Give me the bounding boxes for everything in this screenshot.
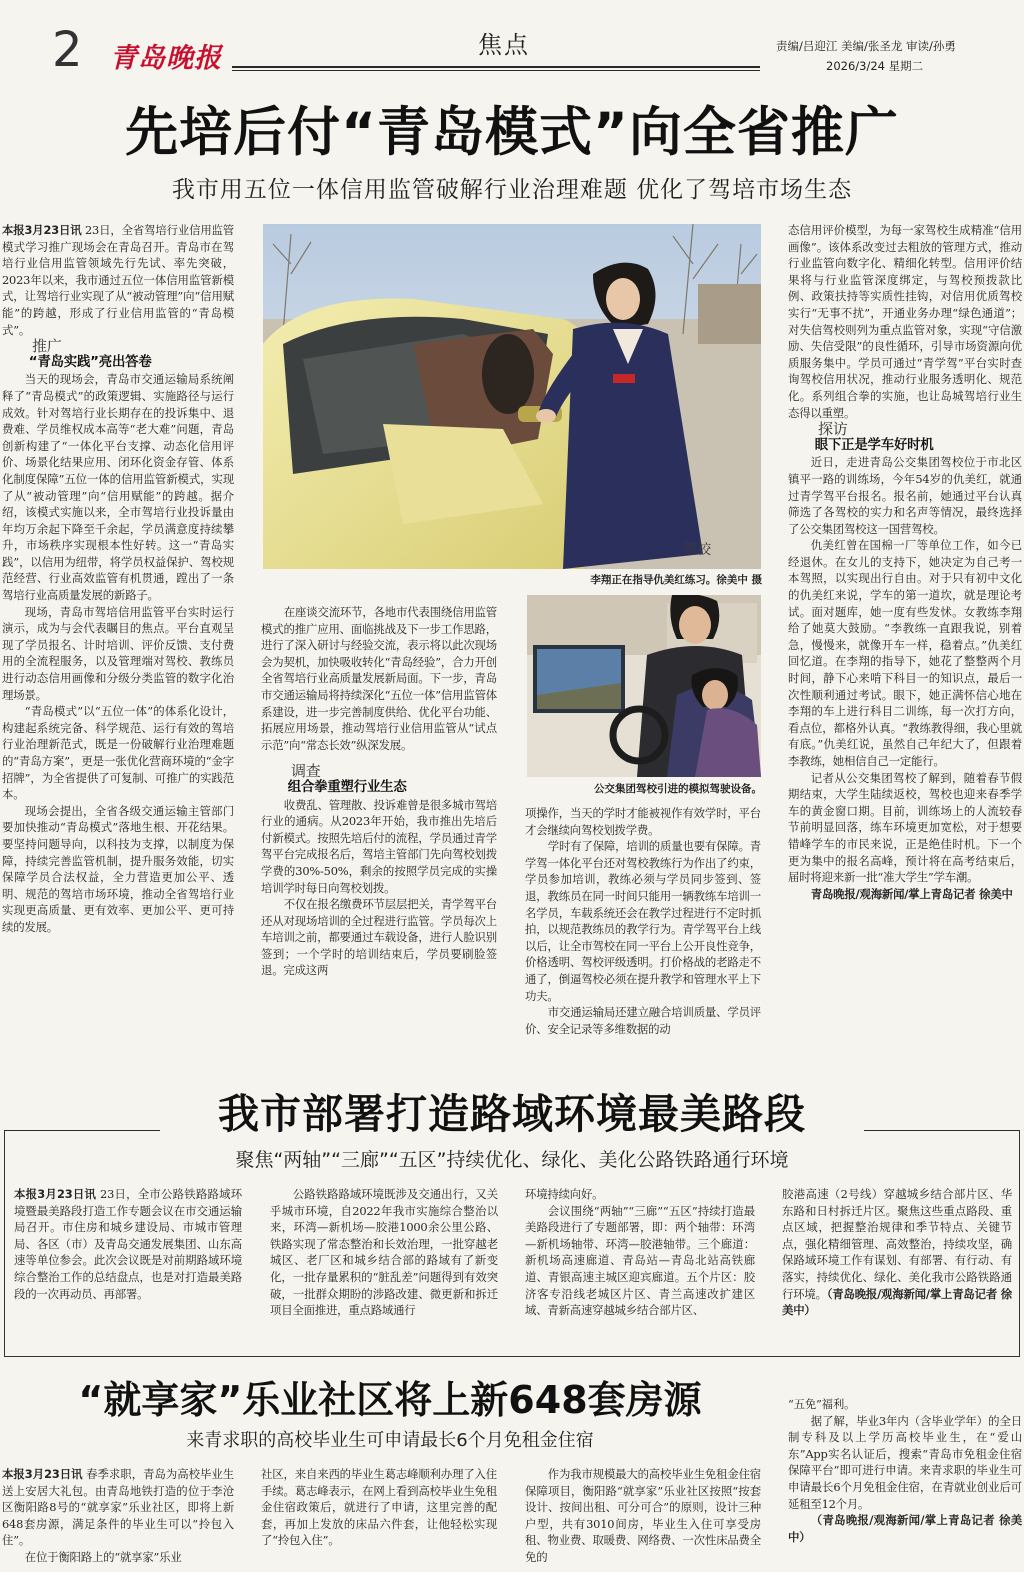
lead-paragraph: 春季求职，青岛为高校毕业生送上安居大礼包。由青岛地铁打造的位于李沧区衡阳路8号的“就享家”乐业社区，即将上新648套房源，满足条件的毕业生可以“拎包入住”。 — [2, 1467, 234, 1548]
section-tag: 推广 — [32, 337, 62, 356]
article3-headline: “就享家”乐业社区将上新648套房源 — [78, 1378, 702, 1422]
svg-text:驾校: 驾校 — [683, 542, 711, 558]
article1-column-1 — [2, 222, 234, 1067]
article3-subhead: 来青求职的高校毕业生可申请最长6个月免租金住宿 — [186, 1430, 594, 1451]
section-name: 焦点 — [478, 31, 530, 59]
article1-headline: 先培后付“青岛模式”向全省推广 — [125, 102, 899, 163]
section-heading: 眼下正是学车好时机 — [814, 437, 934, 453]
editors-credit: 责编/吕迎江 美编/张圣龙 审读/孙勇 — [776, 39, 956, 53]
dateline: 本报3月23日讯 — [2, 223, 82, 237]
paragraph: “青岛模式”以“五位一体”的体系化设计，构建起系统完备、科学规范、运行有效的驾培行业治理新范式，既是一份破解行业治理难题的“青岛方案”，更是一张优化营商环境的“金字招牌”，为全省提供了可复制、可推广的实践范本。 — [2, 704, 234, 802]
paragraph: 收费乱、管理散、投诉难曾是很多城市驾培行业的通病。从2023年开始，我市推出先培后付新模式。按照先培后付的流程，学员通过青学驾平台完成报名后，驾培主管部门先向驾校划拨学费的30%-50%，剩余的按照学员完成的实操培训学时每日向驾校划拨。 — [261, 797, 497, 895]
paragraph: 环境持续向好。 — [525, 1187, 604, 1201]
paragraph: 近日，走进青岛公交集团驾校位于市北区镇平一路的训练场，今年54岁的仇美红，就通过青学驾平台报名。报名前，她通过平台认真筛选了各驾校的实力和名声等情况，最终选择了公交集团驾校这一国营驾校。 — [788, 455, 1022, 536]
article2-headline: 我市部署打造路域环境最美路段 — [218, 1090, 806, 1138]
section-heading: 组合拳重塑行业生态 — [287, 779, 407, 795]
paragraph: 当天的现场会，青岛市交通运输局系统阐释了“青岛模式”的政策逻辑、实施路径与运行成效。针对驾培行业长期存在的投诉集中、退费难、学员维权成本高等“老大难”问题，青岛创新构建了“一体化平台支撑、动态化信用评价、场景化结果应用、闭环化资金存管、体系化制度保障”五位一体的信用监管新模式，实现了从“被动管理”向“信用赋能”的跨越。据介绍，该模式实施以来，全市驾培行业投诉量由年均万余起下降至千余起，学员满意度持续攀升，市场秩序实现根本性好转。这一“青岛实践”，以信用为纽带，将学员权益保护、驾校规范经营、行业高效监管有机贯通，蹚出了一条驾培行业高质量发展的新路子。 — [2, 372, 234, 603]
byline: 青岛晚报/观海新闻/掌上青岛记者 徐美中 — [810, 886, 1013, 901]
dateline: 本报3月23日讯 — [2, 1467, 83, 1481]
photo-driving-instructor — [263, 224, 761, 569]
paragraph: 学时有了保障，培训的质量也要有保障。青学驾一体化平台还对驾校教练行为作出了约束，学员参加培训，教练必须与学员同步签到、签退，教练员在同一时间只能用一辆教练车培训一名学员，车载系统还会在教学过程进行不定时抓拍，以规范教练员的教学行为。青学驾平台上线以后，让全市驾校在同一平台上公开良性竞争，价格透明、驾校评级透明。打价格战的老路走不通了，倒逼驾校必须在提升教学和管理水平上下功夫。 — [525, 839, 761, 1003]
page-number: 2 — [52, 22, 83, 78]
article3-column-4 — [788, 1396, 1022, 1570]
article2-column-4 — [782, 1186, 1012, 1346]
paragraph: 在位于衡阳路上的“就享家”乐业 — [24, 1549, 182, 1564]
article1-column-3 — [525, 805, 761, 1067]
paragraph: “五免”福利。 — [788, 1397, 856, 1411]
paragraph: 据了解，毕业3年内（含毕业学年）的全日制专科及以上学历高校毕业生，在“爱山东”App实名认证后，搜索“青岛市免租金住宿保障平台”即可进行申请。来青求职的毕业生可申请最长6个月免租金住宿，在青就业创业后可延租至12个月。 — [788, 1413, 1022, 1511]
article3-column-1 — [2, 1466, 234, 1570]
paragraph: 作为我市规模最大的高校毕业生免租金住宿保障项目，衡阳路“就享家”乐业社区按照“按套设计、按间出租、可分可合”的原则，设计三种户型，共有3010间房，毕业生入住可享受房租、物业费、取暖费、网络费、一次性床品费全免的 — [525, 1467, 761, 1564]
lead-paragraph: 23日，全省驾培行业信用监管模式学习推广现场会在青岛召开。青岛市在驾培行业信用监管领域先行先试、率先突破，2023年以来，我市通过五位一体信用监管新模式，让驾培行业实现了从“被动管理”向“信用赋能”的跨越，形成了行业信用监管的“青岛模式”。 — [2, 223, 234, 337]
section-heading: “青岛实践”亮出答卷 — [28, 354, 152, 370]
paragraph: 现场，青岛市驾培信用监管平台实时运行演示，成为与会代表瞩目的焦点。平台直观呈现了学员报名、计时培训、评价反馈、支付费用的全流程服务，以及管理端对驾校、教练员进行动态信用画像和分级分类监管的数字化治理场景。 — [2, 604, 234, 702]
article2-column-1 — [14, 1186, 242, 1346]
photo1-caption: 李翔正在指导仇美红练习。徐美中 摄 — [590, 574, 762, 586]
article1-column-4 — [788, 222, 1022, 1067]
issue-date: 2026/3/24 星期二 — [826, 59, 924, 73]
byline: （青岛晚报/观海新闻/掌上青岛记者 徐美中） — [788, 1513, 1022, 1544]
paragraph: 会议围绕“两轴”“三廊”“五区”持续打造最美路段进行了专题部署，即：两个轴带：环湾—新机场轴带、环湾—胶港轴带。三个廊道：新机场高速廊道、青岛站—青岛北站高铁廊道、青银高速主城区迎宾廊道。五个片区：胶济客专沿线老城区片区、青兰高速改扩建区域、青新高速穿越城乡结合部片区、 — [525, 1203, 755, 1318]
paragraph: 胶港高速（2号线）穿越城乡结合部片区、华东路和日村拆迁片区。聚焦这些重点路段、重点区域，把握整治规律和季节特点、关键节点，强化精细管理、高效整治，持续攻坚，确保路域环境工作有谋划、有部署、有行动、有落实，持续优化、绿化、美化我市公路铁路通行环境。（青岛晚报/观海新闻/掌上青岛记者 徐美中） — [782, 1187, 1012, 1318]
article2-column-2 — [270, 1186, 498, 1346]
dateline: 本报3月23日讯 — [14, 1187, 97, 1201]
article2-subhead: 聚焦“两轴”“三廊”“五区”持续优化、绿化、美化公路铁路通行环境 — [235, 1149, 789, 1171]
paragraph: 记者从公交集团驾校了解到，随着春节假期结束，大学生陆续返校，驾校也迎来春季学车的黄金窗口期。目前，训练场上的人流较春节前明显回落，练车环境更加宽松，对于想要错峰学车的市民来说，正是绝佳时机。下一个更为集中的报名高峰，预计将在高考结束后，届时将迎来新一批“准大学生”学车潮。 — [788, 770, 1022, 885]
article1-subhead: 我市用五位一体信用监管破解行业治理难题 优化了驾培市场生态 — [171, 177, 853, 203]
paragraph: 市交通运输局还建立融合培训质量、学员评价、安全记录等多维数据的动 — [525, 1005, 761, 1036]
paragraph: 公路铁路路域环境既涉及交通出行，又关乎城市环境，自2022年我市实施综合整治以来，环湾—新机场—胶港1000余公里公路、铁路实现了常态整治和长效治理，一批穿越老城区、老厂区和城乡结合部的路域有了新变化，一批存量累积的“脏乱差”问题得到有效突破，一批群众期盼的涉路改建、微更新和拆迁项目全面推进，重点路域通行 — [270, 1187, 498, 1318]
section-tag: 调查 — [291, 762, 321, 781]
byline: （青岛晚报/观海新闻/掌上青岛记者 徐美中） — [782, 1286, 1012, 1318]
paragraph: 项操作，当天的学时才能被视作有效学时，平台才会继续向驾校划拨学费。 — [525, 806, 761, 837]
masthead-rule-thin — [232, 70, 760, 71]
article2-column-3 — [525, 1186, 755, 1346]
photo-driving-simulator — [527, 595, 761, 777]
masthead-rule — [232, 66, 760, 68]
paragraph: 在座谈交流环节，各地市代表围绕信用监管模式的推广应用、面临挑战及下一步工作思路，进行了深入研讨与经验交流，表示将以此次现场会为契机，加快吸收转化“青岛经验”，合力开创全省驾培行业高质量发展新局面。下一步，青岛市交通运输局将持续深化“五位一体”信用监管体系建设，进一步完善制度供给、优化平台功能、拓展应用场景，推动驾培行业信用监管从“试点示范”向“常态长效”纵深发展。 — [261, 605, 497, 752]
photo2-caption: 公交集团驾校引进的模拟驾驶设备。 — [594, 783, 762, 795]
lead-paragraph: 23日，全市公路铁路路域环境暨最美路段打造工作专题会议在市交通运输局召开。市住房和城乡建设局、市城市管理局、各区（市）及青岛交通发展集团、山东高速等单位参会。此次会议既是对前期路域环境综合整治工作的总结盘点，也是对打造最美路段的一次再动员、再部署。 — [14, 1187, 242, 1301]
paragraph: 社区，来自来西的毕业生葛志峰顺利办理了入住手续。葛志峰表示，在网上看到高校毕业生免租金住宿政策后，就进行了申请，这里完善的配套，再加上发放的床品六件套，让他轻松实现了“拎包入住”。 — [261, 1467, 497, 1548]
article3-column-2 — [261, 1466, 497, 1570]
paragraph: 态信用评价模型，为每一家驾校生成精准“信用画像”。该体系改变过去粗放的管理方式，推动行业监管向数字化、精细化转型。信用评价结果将与行业监管深度绑定，与驾校预拨款比例、政策扶持等实质性挂钩，对信用优质驾校实行“无事不扰”，开通业务办理“绿色通道”；对失信驾校则列为重点监管对象，实现“守信激励、失信受限”的良性循环，引导市场资源向优质服务集中。学员可通过“青学驾”平台实时查询驾校信用状况，推动行业服务透明化、规范化。系列组合拳的实施，也让岛城驾培行业生态得以重塑。 — [788, 223, 1022, 420]
paragraph: 不仅在报名缴费环节层层把关，青学驾平台还从对现场培训的全过程进行监管。学员每次上车培训之前，都要通过车载设备，进行人脸识别签到；一个学时的培训结束后，学员要刷脸签退。完成这两 — [261, 897, 497, 978]
paragraph: 仇美红曾在国棉一厂等单位工作，如今已经退休。在女儿的支持下，她决定为自己考一本驾照，以实现出行自由。对于只有初中文化的仇美红来说，学车的第一道坎，就是理论考试。面对题库，她一度有些发怵。女教练李翔给了她莫大鼓励。“李教练一直跟我说，别着急，慢慢来，就像开车一样，稳着点。”仇美红回忆道。在李翔的指导下，她花了整整两个月时间，静下心来啃下科目一的知识点，最后一次性顺利通过考试。眼下，她正满怀信心地在李翔的车上进行科目二训练，每一次打方向，看点位，都格外认真。“教练教得细，我心里就有底。”仇美红说，虽然自己年纪大了，但跟着李教练，她相信自己一定能行。 — [788, 538, 1022, 768]
article3-column-3 — [525, 1466, 761, 1570]
paragraph: 现场会提出，全省各级交通运输主管部门要加快推动“青岛模式”落地生根、开花结果。要坚持问题导向，以科技为支撑，以制度为保障，持续完善监管机制，提升服务效能，切实保障学员合法权益，全力营造更加公平、透明、规范的驾培市场环境，推动全省驾培行业实现更高质量、更有效率、更加公平、更可持续的发展。 — [2, 803, 234, 934]
paper-name-logo: 青岛晚报 — [110, 43, 222, 74]
section-tag: 探访 — [818, 420, 848, 439]
article1-column-2 — [261, 604, 497, 1067]
